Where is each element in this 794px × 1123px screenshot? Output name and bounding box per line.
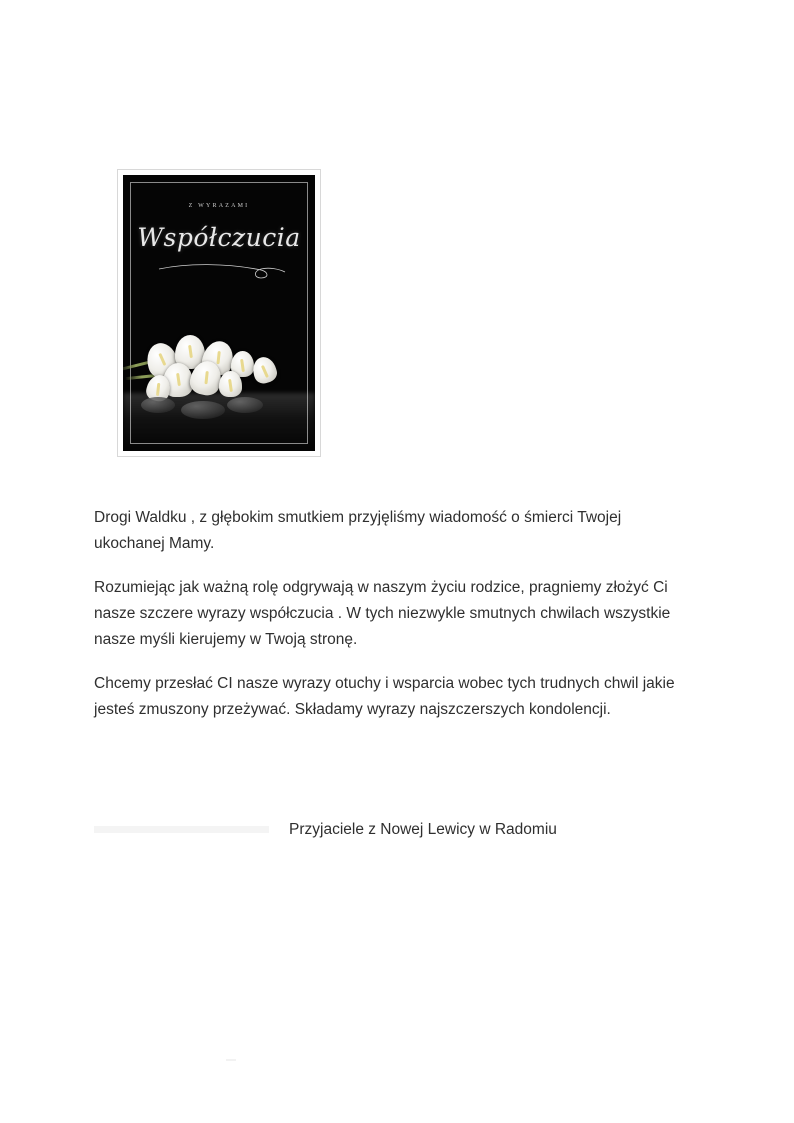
- letter-body: [94, 505, 694, 741]
- card-title-text: Współczucia: [137, 223, 301, 252]
- paragraph-1: Drogi Waldku , z głębokim smutkiem przyjęliśmy wiadomość o śmierci Twojej ukochanej Mamy.: [94, 509, 622, 552]
- calla-lily-bouquet: [123, 301, 315, 451]
- paragraph-3: Chcemy przesłać CI nasze wyrazy otuchy i wsparcia wobec tych trudnych chwil jakie jesteś zmuszony przeżywać. Składamy wyrazy najszczerszych kondolencji.: [94, 675, 675, 718]
- paragraph-2: Rozumiejąc jak ważną rolę odgrywają w naszym życiu rodzice, pragniemy złożyć Ci nasze szczere wyrazy współczucia . W tych niezwykle smutnych chwilach wszystkie nasze myśli kierujemy w Twoją stronę.: [94, 579, 671, 648]
- signature-rule: [94, 826, 269, 833]
- signature-text: Przyjaciele z Nowej Lewicy w Radomiu: [289, 821, 557, 838]
- page-artifact-mark: [226, 1059, 236, 1061]
- condolence-card-image: [117, 169, 321, 457]
- water-reflection: [123, 393, 315, 451]
- card-artwork: [123, 175, 315, 451]
- calla-lily: [250, 354, 279, 385]
- decorative-swirl-icon: [157, 261, 287, 281]
- card-kicker-text: Z WYRAZAMI: [188, 203, 250, 209]
